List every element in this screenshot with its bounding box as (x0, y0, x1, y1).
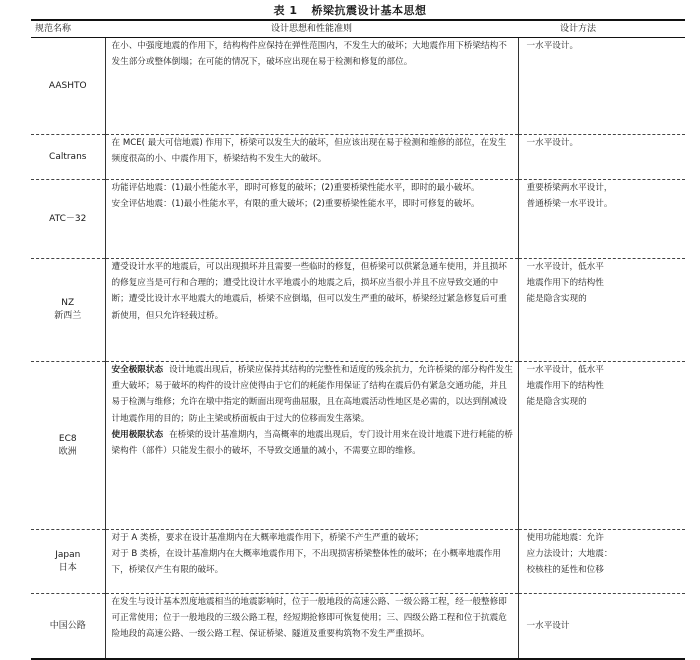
design-criteria-cell: 在小、中强度地震的作用下，结构构件应保持在弹性范围内，不发生大的破坏；大地震作用下桥梁结构不发生部分或整体倒塌；在可能的情况下，破坏应出现在易于检测和修复的部位。 (105, 38, 518, 135)
table-row (31, 362, 685, 530)
design-method-cell: 一水平设计，低水平 地震作用下的结构性 能是隐含实现的 (518, 259, 685, 362)
design-criteria-cell: 功能评估地震：(1)最小性能水平，即时可修复的破坏；(2)重要桥梁性能水平，即时的最小破坏。 安全评估地震：(1)最小性能水平，有限的重大破坏；(2)重要桥梁性能水平，即时可修复的破坏。 (105, 180, 518, 259)
table-row (31, 180, 685, 259)
table-row (31, 135, 685, 180)
table-row (31, 38, 685, 135)
design-method-cell: 一水平设计 (518, 594, 685, 660)
design-criteria-cell: 在 MCE( 最大可信地震) 作用下，桥梁可以发生大的破坏，但应该出现在易于检测和维修的部位，在发生频度很高的小、中震作用下，桥梁结构不发生大的破坏。 (105, 135, 518, 180)
spec-name-cell: 中国公路 (31, 594, 105, 660)
table-title: 桥梁抗震设计基本思想 (311, 4, 427, 17)
spec-name-cell: AASHTO (31, 38, 105, 135)
table-caption (0, 2, 700, 18)
table-row (31, 594, 685, 660)
design-method-cell: 一水平设计。 (518, 38, 685, 135)
header-spec-name: 规范名称 (31, 20, 105, 38)
design-method-cell: 一水平设计，低水平 地震作用下的结构性 能是隐含实现的 (518, 362, 685, 530)
limit-state-label: 安全极限状态 (111, 365, 164, 375)
spec-name-cell: EC8 欧洲 (31, 362, 105, 530)
table-row (31, 259, 685, 362)
header-design-method: 设计方法 (518, 20, 685, 38)
limit-state-label: 使用极限状态 (111, 429, 164, 440)
design-method-cell: 使用功能地震：允许 应力法设计；大地震： 校核柱的延性和位移 (518, 530, 685, 594)
spec-name-cell: Japan 日本 (31, 530, 105, 594)
header-design-philosophy: 设计思想和性能准则 (105, 20, 518, 38)
table-header-row (31, 20, 685, 38)
design-criteria-cell: 对于 A 类桥，要求在设计基准期内在大概率地震作用下，桥梁不产生严重的破坏； 对于 B 类桥，在设计基准期内在大概率地震作用下，不出现损害桥梁整体性的破坏；在小概率地震作用下，桥梁仅产生有限的破坏。 (105, 530, 518, 594)
spec-name-cell: Caltrans (31, 135, 105, 180)
design-method-cell: 一水平设计。 (518, 135, 685, 180)
design-criteria-cell: 安全极限状态 设计地震出现后，桥梁应保持其结构的完整性和适度的残余抗力，允许桥梁的部分构件发生重大破坏；易于破坏的构件的设计应使得由于它们的耗能作用保证了结构在震后仍有紧急交通功能，并且易于检测与维修；允许在墩中指定的断面出现弯曲屈服，且在高地震活动性地区是必需的，以达到削减设计地震作用的目的；防止主梁或桥面板由于过大的位移而发生落梁。 使用极限状态 在桥梁的设计基准期内，当高概率的地震出现后，专门设计用来在设计地震下进行耗能的桥梁构件（部件）只能发生很小的破坏，不导致交通量的减小，不需要立即的维修。 (105, 362, 518, 530)
spec-name-cell: NZ 新西兰 (31, 259, 105, 362)
table-row (31, 530, 685, 594)
table-number: 表 1 (273, 4, 298, 17)
seismic-design-table (31, 19, 685, 660)
spec-name-cell: ATC－32 (31, 180, 105, 259)
design-method-cell: 重要桥梁两水平设计， 普通桥梁一水平设计。 (518, 180, 685, 259)
design-criteria-cell: 遭受设计水平的地震后，可以出现损坏并且需要一些临时的修复，但桥梁可以供紧急通车使用，并且损坏的修复应当是可行和合理的；遭受比设计水平地震小的地震之后，损坏应当很小并且不应导致交通的中断；遭受比设计水平地震大的地震后，桥梁不应倒塌，但可以发生严重的破坏，桥梁经过紧急修复后可重新使用，但只允许轻载过桥。 (105, 259, 518, 362)
design-criteria-cell: 在发生与设计基本烈度地震相当的地震影响时，位于一般地段的高速公路、一级公路工程，经一般整修即可正常使用；位于一般地段的三级公路工程，经短期抢修即可恢复使用；三、四级公路工程和位于抗震危险地段的高速公路、一级公路工程、保证桥梁、隧道及重要构筑物不发生严重损坏。 (105, 594, 518, 660)
